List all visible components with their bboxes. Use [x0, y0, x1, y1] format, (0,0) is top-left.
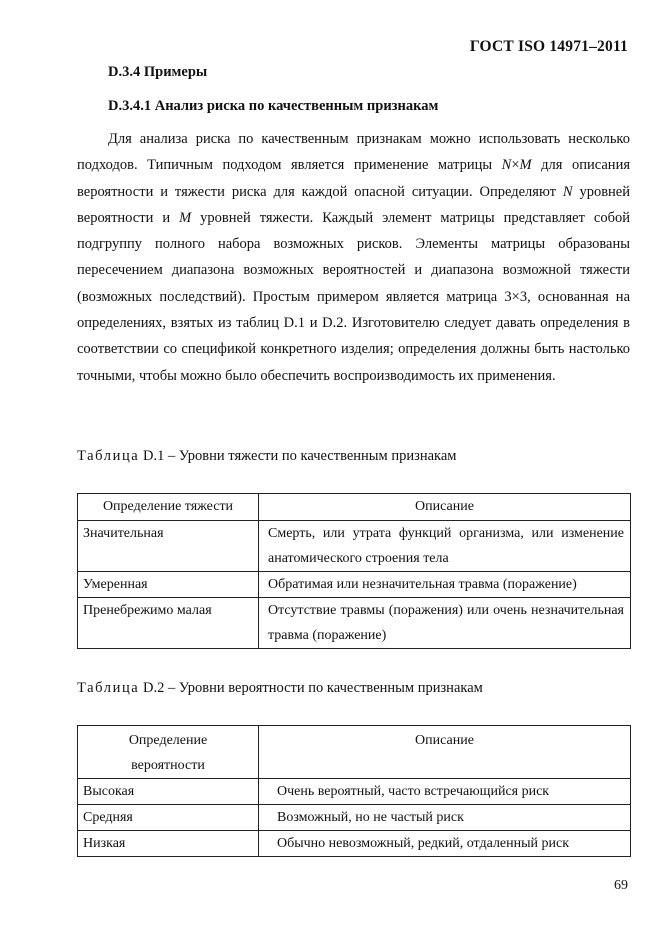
severity-level-cell: Пренебрежимо малая — [78, 598, 259, 649]
column-header: Определение тяжести — [78, 494, 259, 521]
table-row — [78, 779, 631, 805]
description-cell: Очень вероятный, часто встречающийся риск — [259, 779, 631, 805]
table2-caption — [77, 680, 483, 697]
paragraph-text: Для анализа риска по качественным признакам можно использовать несколько подходов. Типичным подходом является применение матрицы N×M для описания вероятности и тяжести риска для каждой опасной ситуации. Определяют N уровней вероятности и M уровней тяжести. Каждый элемент матрицы представляет собой подгруппу полного набора возможных рисков. Элементы матрицы образованы пересечением диапазона возможных вероятностей и диапазона возможной тяжести (возможных последствий). Простым примером является матрица 3×3, основанная на определениях, взятых из таблиц D.1 и D.2. Изготовителю следует давать определения в соответствии со спецификой конкретного изделия; определения должны быть настолько точными, чтобы можно было обеспечить воспроизводимость их применения. — [77, 131, 630, 384]
body-paragraph — [77, 126, 630, 389]
table-row — [78, 572, 631, 598]
severity-table — [77, 493, 631, 649]
column-header: Описание — [259, 494, 631, 521]
table1-caption-prefix: Таблица — [77, 448, 140, 464]
column-header: Описание — [259, 726, 631, 779]
table2-caption-prefix: Таблица — [77, 680, 140, 696]
probability-level-cell: Средняя — [78, 805, 259, 831]
probability-level-cell: Низкая — [78, 831, 259, 857]
severity-level-cell: Значительная — [78, 521, 259, 572]
severity-level-cell: Умеренная — [78, 572, 259, 598]
description-cell: Обратимая или незначительная травма (поражение) — [259, 572, 631, 598]
table-row — [78, 831, 631, 857]
table-header-row — [78, 494, 631, 521]
table2-caption-text: D.2 – Уровни вероятности по качественным признакам — [139, 680, 483, 696]
probability-table — [77, 725, 631, 857]
description-cell: Отсутствие травмы (поражения) или очень незначительная травма (поражение) — [259, 598, 631, 649]
description-cell: Смерть, или утрата функций организма, или изменение анатомического строения тела — [259, 521, 631, 572]
probability-level-cell: Высокая — [78, 779, 259, 805]
subsection-title: D.3.4.1 Анализ риска по качественным признакам — [108, 98, 439, 114]
standard-header: ГОСТ ISO 14971–2011 — [469, 38, 628, 55]
column-header: Определение вероятности — [78, 726, 259, 779]
table-row — [78, 805, 631, 831]
description-cell: Обычно невозможный, редкий, отдаленный риск — [259, 831, 631, 857]
description-cell: Возможный, но не частый риск — [259, 805, 631, 831]
table-row — [78, 598, 631, 649]
section-title: D.3.4 Примеры — [108, 64, 208, 80]
table-row — [78, 521, 631, 572]
table-header-row — [78, 726, 631, 779]
page-number: 69 — [614, 878, 628, 893]
table1-caption-text: D.1 – Уровни тяжести по качественным признакам — [139, 448, 457, 464]
table1-caption — [77, 448, 456, 465]
